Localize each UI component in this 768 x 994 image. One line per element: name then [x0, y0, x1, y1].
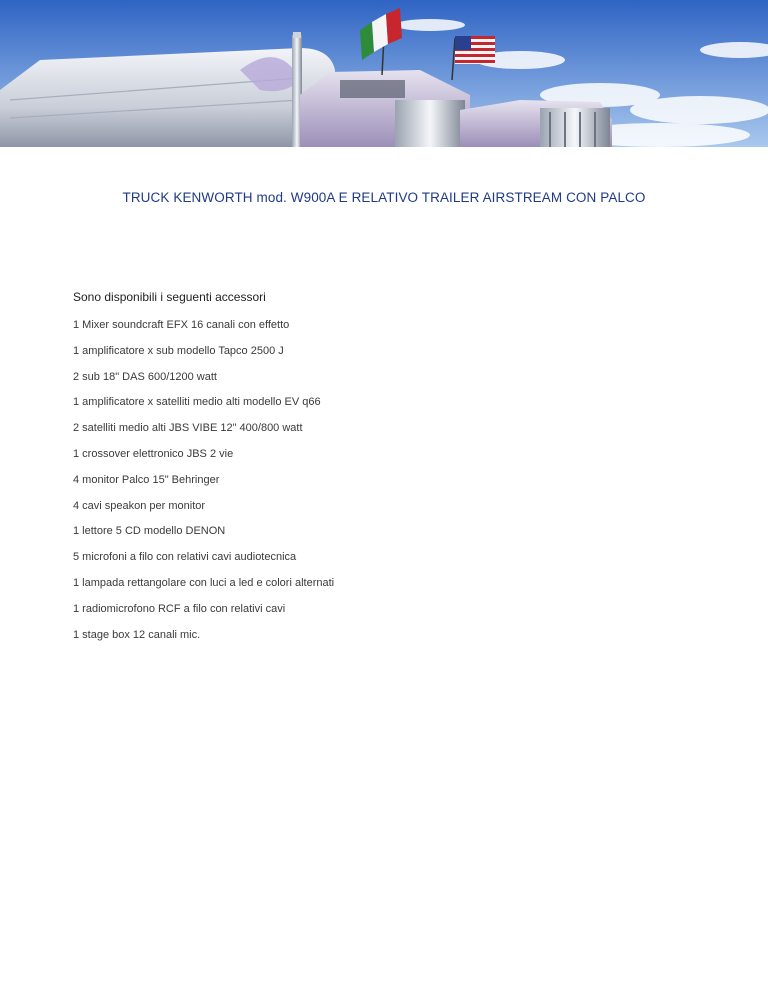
list-item: 1 Mixer soundcraft EFX 16 canali con effetto	[73, 319, 290, 331]
list-item: 1 stage box 12 canali mic.	[73, 628, 201, 641]
list-item: 2 satelliti medio alti JBS VIBE 12" 400/800 watt	[73, 422, 303, 435]
list-item: 4 monitor Palco 15" Behringer	[73, 473, 220, 486]
list-item: 1 lampada rettangolare con luci a led e colori alternati	[73, 576, 335, 589]
us-flag-icon	[455, 36, 495, 64]
page-title: TRUCK KENWORTH mod. W900A E RELATIVO TRAILER AIRSTREAM CON PALCO	[122, 190, 646, 205]
list-item: 4 cavi speakon per monitor	[73, 499, 206, 512]
truck-photo	[0, 0, 768, 147]
list-item: 1 amplificatore x sub modello Tapco 2500 J	[73, 344, 284, 357]
list-item: 1 radiomicrofono RCF a filo con relativi cavi	[73, 602, 286, 615]
accessories-section	[73, 290, 693, 653]
list-item: 5 microfoni a filo con relativi cavi audiotecnica	[73, 551, 297, 564]
list-item: 2 sub 18" DAS 600/1200 watt	[73, 370, 217, 383]
accessories-heading: Sono disponibili i seguenti accessori	[73, 290, 266, 304]
list-item: 1 crossover elettronico JBS 2 vie	[73, 447, 234, 460]
banner-image	[0, 0, 768, 147]
accessories-list	[73, 318, 693, 653]
list-item: 1 amplificatore x satelliti medio alti modello EV q66	[73, 396, 321, 409]
list-item: 1 lettore 5 CD modello DENON	[73, 525, 226, 538]
